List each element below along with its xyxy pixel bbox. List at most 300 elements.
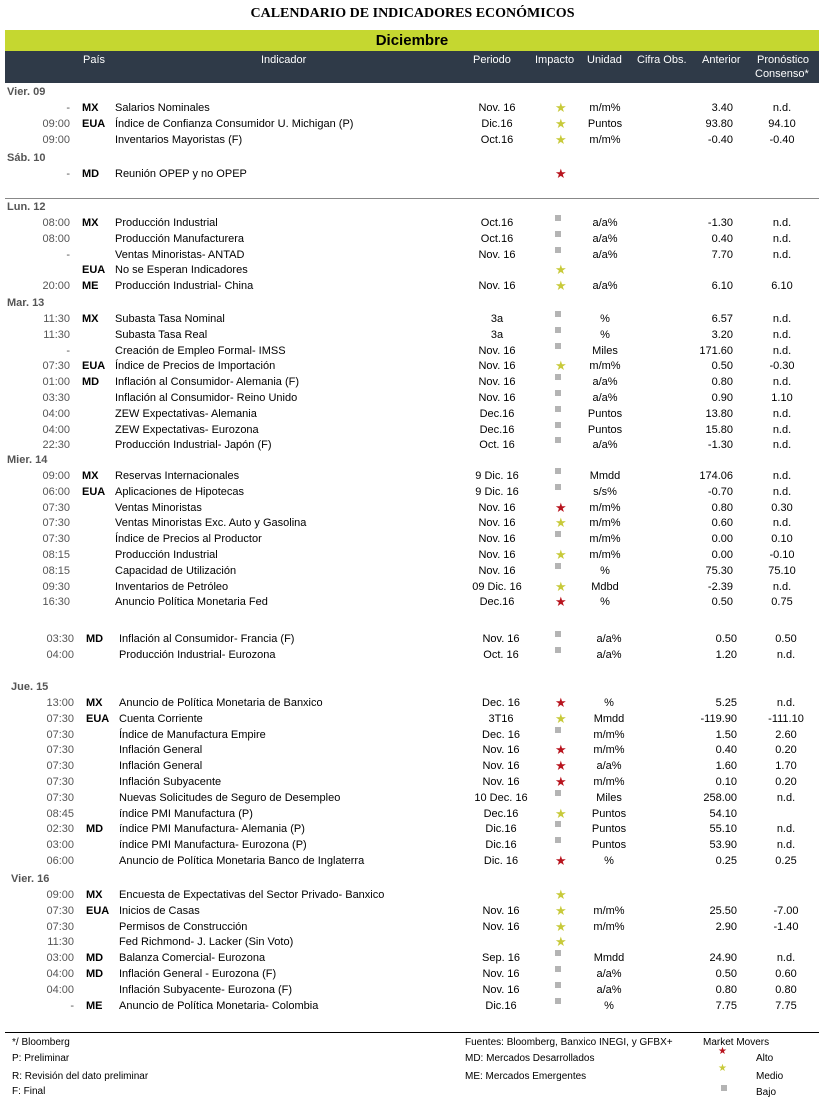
table-row: 07:30 Ventas Minoristas Exc. Auto y Gasolina Nov. 16 m/m% 0.60 n.d. ★ [0, 515, 825, 531]
table-row [0, 790, 825, 806]
previous-cell: 5.25 [715, 697, 737, 709]
forecast-cell: n.d. [772, 407, 792, 420]
time-cell: 04:00 [46, 968, 74, 980]
indicator-cell: Anuncio de Política Monetaria Banco de Inglaterra [119, 855, 365, 867]
time-cell: 08:45 [46, 807, 74, 820]
period-cell: Nov. 16 [482, 920, 520, 933]
forecast-cell: n.d. [776, 697, 796, 709]
unit-cell: Puntos [587, 117, 623, 130]
previous-cell: 25.50 [709, 904, 737, 917]
table-row [0, 247, 825, 263]
forecast-cell: n.d. [772, 344, 792, 357]
indicator-cell: Reunión OPEP y no OPEP [115, 168, 247, 180]
table-row: 06:00 Anuncio de Política Monetaria Banco de Inglaterra Dic. 16 % 0.25 0.25 ★ [0, 853, 825, 869]
indicator-cell: índice PMI Manufactura- Alemania (P) [119, 823, 305, 836]
legend-bajo-icon [721, 1083, 727, 1094]
unit-cell: Puntos [591, 807, 627, 820]
forecast-cell: -111.10 [768, 712, 804, 725]
forecast-cell: 0.20 [775, 744, 797, 757]
period-cell: Nov. 16 [478, 501, 516, 514]
table-row: 13:00 MX Anuncio de Política Monetaria de Banxico Dec. 16 % 5.25 n.d. ★ [0, 695, 825, 711]
period-cell: Dec. 16 [482, 728, 520, 741]
unit-cell: m/m% [593, 920, 625, 933]
period-cell: 09 Dic. 16 [472, 580, 522, 593]
unit-cell: a/a% [592, 232, 618, 245]
forecast-cell: n.d. [776, 823, 796, 836]
period-cell: Oct. 16 [483, 648, 519, 661]
previous-cell: 0.10 [715, 776, 737, 788]
header-pais: País [83, 54, 106, 66]
unit-cell: m/m% [589, 360, 621, 373]
indicator-cell: Fed Richmond- J. Lacker (Sin Voto) [119, 936, 294, 949]
previous-cell: 0.80 [711, 501, 733, 514]
period-cell: Oct. 16 [479, 439, 515, 452]
previous-cell: 0.60 [711, 517, 733, 530]
time-cell: 07:30 [42, 501, 70, 514]
period-cell: 3T16 [488, 712, 514, 725]
period-cell: Nov. 16 [478, 533, 516, 546]
unit-cell: a/a% [592, 217, 618, 229]
time-cell: 09:00 [42, 470, 70, 482]
forecast-cell: n.d. [772, 580, 792, 593]
unit-cell: Miles [592, 344, 618, 357]
indicator-cell: Inflación General [119, 760, 203, 773]
forecast-cell: 0.30 [771, 501, 793, 514]
day-label: Vier. 16 [11, 873, 50, 885]
time-cell: 13:00 [46, 697, 74, 709]
indicator-cell: Inflación al Consumidor- Francia (F) [119, 633, 295, 645]
indicator-cell: Producción Industrial [115, 217, 218, 229]
country-cell: ME [86, 999, 103, 1012]
previous-cell: 258.00 [703, 791, 737, 804]
period-cell: Oct.16 [480, 232, 514, 245]
period-cell: Dec.16 [479, 596, 515, 609]
forecast-cell: n.d. [772, 248, 792, 261]
table-row: 09:00 EUA Índice de Confianza Consumidor U. Michigan (P) Dic.16 Puntos 93.80 94.10 ★ [0, 116, 825, 132]
period-cell: Nov. 16 [478, 376, 516, 389]
unit-cell: m/m% [589, 133, 621, 146]
previous-cell: 0.50 [715, 968, 737, 980]
previous-cell: 7.75 [715, 999, 737, 1012]
time-cell: 08:00 [42, 217, 70, 229]
table-row [0, 998, 825, 1014]
previous-cell: 75.30 [705, 564, 733, 577]
legend-bajo-label: Bajo [756, 1087, 777, 1098]
time-cell: 04:00 [42, 407, 70, 420]
unit-cell: a/a% [596, 648, 622, 661]
indicator-cell: Subasta Tasa Real [115, 328, 208, 341]
unit-cell: a/a% [596, 760, 622, 773]
md-definition: MD: Mercados Desarrollados [465, 1053, 595, 1064]
forecast-cell: n.d. [776, 839, 796, 852]
table-row: 07:30 Permisos de Construcción Nov. 16 m/m% 2.90 -1.40 ★ [0, 919, 825, 935]
forecast-cell: n.d. [772, 328, 792, 341]
table-row [0, 821, 825, 837]
time-cell: 20:00 [42, 280, 70, 293]
unit-cell: a/a% [592, 392, 618, 404]
table-row: - MX Salarios Nominales Nov. 16 m/m% 3.40 n.d. ★ [0, 100, 825, 116]
previous-cell: 1.20 [715, 648, 737, 661]
time-cell: 02:30 [46, 823, 74, 836]
period-cell: Oct.16 [480, 217, 514, 229]
previous-cell: 0.00 [711, 549, 733, 561]
period-cell: Nov. 16 [478, 102, 516, 114]
time-cell: 08:15 [42, 549, 70, 561]
unit-cell: % [600, 328, 610, 341]
forecast-cell: n.d. [772, 517, 792, 530]
table-row: 07:30 EUA Cuenta Corriente 3T16 Mmdd -119.90 -111.10 ★ [0, 711, 825, 727]
previous-cell: -0.40 [707, 133, 733, 146]
table-row [0, 327, 825, 343]
time-cell: 11:30 [43, 328, 70, 341]
previous-cell: 6.57 [711, 313, 733, 325]
unit-cell: % [600, 596, 610, 609]
table-row: - MD Reunión OPEP y no OPEP ★ [0, 166, 825, 182]
period-cell: Dec.16 [479, 407, 515, 420]
country-cell: MD [82, 168, 100, 180]
forecast-cell: -0.40 [769, 133, 795, 146]
unit-cell: a/a% [596, 983, 622, 996]
note-final: F: Final [12, 1086, 46, 1097]
time-cell: 07:30 [42, 517, 70, 530]
period-cell: Nov. 16 [482, 633, 520, 645]
time-cell: 07:30 [46, 728, 74, 741]
table-row [0, 343, 825, 359]
forecast-cell: 0.10 [771, 533, 793, 546]
indicator-cell: Inflación General - Eurozona (F) [119, 968, 277, 980]
period-cell: Dic.16 [485, 999, 517, 1012]
unit-cell: m/m% [589, 533, 621, 546]
unit-cell: Puntos [591, 839, 627, 852]
forecast-cell: 0.20 [775, 776, 797, 788]
country-cell: MX [86, 697, 103, 709]
table-row [0, 422, 825, 438]
forecast-cell: n.d. [772, 470, 792, 482]
period-cell: Nov. 16 [478, 392, 516, 404]
unit-cell: m/m% [589, 517, 621, 530]
previous-cell: 55.10 [709, 823, 737, 836]
forecast-cell: n.d. [772, 485, 792, 498]
table-row: 09:00 MX Encuesta de Expectativas del Sector Privado- Banxico ★ [0, 887, 825, 903]
time-cell: 07:30 [46, 904, 74, 917]
period-cell: Nov. 16 [482, 968, 520, 980]
unit-cell: m/m% [593, 776, 625, 788]
unit-cell: Puntos [591, 823, 627, 836]
table-row: 07:30 Inflación Subyacente Nov. 16 m/m% 0.10 0.20 ★ [0, 774, 825, 790]
header-cifra: Cifra Obs. [637, 54, 687, 66]
previous-cell: 24.90 [709, 952, 737, 965]
previous-cell: 174.06 [699, 470, 733, 482]
previous-cell: 0.90 [711, 392, 733, 404]
legend-medio-icon: ★ [718, 1063, 727, 1074]
sources-text: Fuentes: Bloomberg, Banxico INEGI, y GFBX+ [465, 1037, 673, 1048]
previous-cell: 0.40 [711, 232, 733, 245]
forecast-cell: -0.30 [769, 360, 795, 373]
previous-cell: 7.70 [711, 248, 733, 261]
country-cell: EUA [82, 264, 106, 277]
previous-cell: 0.25 [715, 855, 737, 867]
table-row [0, 311, 825, 327]
forecast-cell: n.d. [776, 791, 796, 804]
indicator-cell: Inflación al Consumidor- Reino Unido [115, 392, 298, 404]
unit-cell: Mmdd [593, 712, 625, 725]
indicator-cell: índice PMI Manufactura- Eurozona (P) [119, 839, 307, 852]
unit-cell: a/a% [592, 248, 618, 261]
previous-cell: 15.80 [705, 423, 733, 436]
table-row: 16:30 Anuncio Política Monetaria Fed Dec.16 % 0.50 0.75 ★ [0, 594, 825, 610]
forecast-cell: n.d. [776, 648, 796, 661]
unit-cell: a/a% [596, 968, 622, 980]
forecast-cell: 2.60 [775, 728, 797, 741]
previous-cell: -2.39 [707, 580, 733, 593]
table-row [0, 437, 825, 453]
country-cell: EUA [86, 904, 110, 917]
period-cell: Dic.16 [485, 823, 517, 836]
table-row [0, 966, 825, 982]
unit-cell: Mmdd [589, 470, 621, 482]
period-cell: Dec. 16 [482, 697, 520, 709]
indicator-cell: Índice de Precios al Productor [115, 533, 262, 546]
forecast-cell: -0.10 [769, 549, 795, 561]
day-label: Sáb. 10 [7, 152, 46, 164]
country-cell: MX [86, 889, 103, 901]
legend-alto-icon: ★ [718, 1046, 727, 1057]
indicator-cell: Permisos de Construcción [119, 920, 248, 933]
time-cell: 03:00 [46, 952, 74, 965]
unit-cell: m/m% [593, 728, 625, 741]
indicator-cell: Producción Manufacturera [115, 232, 245, 245]
header-anterior: Anterior [702, 54, 741, 66]
header-periodo: Periodo [473, 54, 511, 66]
note-bloomberg: */ Bloomberg [12, 1037, 70, 1048]
time-cell: 03:30 [46, 633, 74, 645]
period-cell: Nov. 16 [482, 904, 520, 917]
indicator-cell: Índice de Confianza Consumidor U. Michigan (P) [115, 117, 354, 130]
indicator-cell: Cuenta Corriente [119, 712, 203, 725]
table-row [0, 215, 825, 231]
unit-cell: % [604, 999, 614, 1012]
table-row: 07:30 Inflación General Nov. 16 a/a% 1.60 1.70 ★ [0, 758, 825, 774]
country-cell: MX [82, 217, 99, 229]
table-row: 07:30 EUA Índice de Precios de Importación Nov. 16 m/m% 0.50 -0.30 ★ [0, 358, 825, 374]
country-cell: MX [82, 313, 99, 325]
country-cell: MD [86, 952, 104, 965]
legend-alto-label: Alto [756, 1053, 774, 1064]
indicator-cell: Índice de Precios de Importación [115, 360, 276, 373]
time-cell: 09:30 [42, 580, 70, 593]
period-cell: Nov. 16 [482, 760, 520, 773]
time-cell: 09:00 [42, 117, 70, 130]
time-cell: 07:30 [46, 920, 74, 933]
country-cell: EUA [86, 712, 110, 725]
unit-cell: % [604, 697, 614, 709]
unit-cell: a/a% [592, 376, 618, 389]
previous-cell: 3.40 [711, 102, 733, 114]
indicator-cell: Producción Industrial- Eurozona [119, 648, 276, 661]
unit-cell: m/m% [589, 501, 621, 514]
indicator-cell: Inflación al Consumidor- Alemania (F) [115, 376, 300, 389]
table-row [0, 374, 825, 390]
previous-cell: 0.80 [715, 983, 737, 996]
forecast-cell: n.d. [772, 376, 792, 389]
indicator-cell: Inflación Subyacente- Eurozona (F) [119, 983, 293, 996]
day-label: Jue. 15 [11, 681, 49, 693]
time-cell: 22:30 [42, 439, 70, 452]
day-label: Vier. 09 [7, 86, 46, 98]
forecast-cell: -1.40 [773, 920, 799, 933]
table-row: EUA No se Esperan Indicadores ★ [82, 262, 567, 278]
forecast-cell: 6.10 [771, 280, 793, 293]
footer-divider [5, 1032, 819, 1033]
time-cell: 07:30 [46, 791, 74, 804]
previous-cell: 3.20 [711, 328, 733, 341]
previous-cell: 171.60 [699, 344, 733, 357]
time-cell: 08:15 [42, 564, 70, 577]
indicator-cell: No se Esperan Indicadores [115, 264, 248, 277]
time-cell: - [66, 248, 70, 261]
forecast-cell: 1.10 [771, 392, 793, 404]
indicator-cell: Índice de Manufactura Empire [119, 728, 266, 741]
previous-cell: 53.90 [709, 839, 737, 852]
previous-cell: 13.80 [705, 407, 733, 420]
table-row [0, 950, 825, 966]
forecast-cell: n.d. [772, 217, 792, 229]
previous-cell: 2.90 [715, 920, 737, 933]
indicator-cell: ZEW Expectativas- Eurozona [115, 423, 259, 436]
forecast-cell: 0.75 [771, 596, 793, 609]
previous-cell: 1.50 [715, 728, 737, 741]
period-cell: 3a [490, 328, 504, 341]
table-row [0, 982, 825, 998]
header-impacto: Impacto [535, 54, 575, 66]
indicator-cell: Ventas Minoristas Exc. Auto y Gasolina [115, 517, 307, 530]
period-cell: Nov. 16 [478, 248, 516, 261]
table-row: 09:30 Inventarios de Petróleo 09 Dic. 16 Mdbd -2.39 n.d. ★ [0, 579, 825, 595]
day-label: Mier. 14 [7, 454, 48, 466]
period-cell: Oct.16 [480, 133, 514, 146]
time-cell: 16:30 [42, 596, 70, 609]
period-cell: Nov. 16 [478, 517, 516, 530]
forecast-cell: 0.25 [775, 855, 797, 867]
forecast-cell: 7.75 [775, 999, 797, 1012]
forecast-cell: 0.60 [775, 968, 797, 980]
indicator-cell: Anuncio de Política Monetaria de Banxico [119, 697, 323, 709]
header-consenso: Consenso* [755, 68, 809, 80]
forecast-cell: n.d. [772, 439, 792, 452]
period-cell: Dic.16 [485, 839, 517, 852]
previous-cell: 0.50 [715, 633, 737, 645]
indicator-cell: Subasta Tasa Nominal [115, 313, 225, 325]
period-cell: Dec.16 [483, 807, 519, 820]
table-row: 07:30 Inflación General Nov. 16 m/m% 0.40 0.20 ★ [0, 742, 825, 758]
period-cell: Dic.16 [481, 117, 513, 130]
section-divider [5, 198, 819, 199]
unit-cell: % [604, 855, 614, 867]
table-row [0, 563, 825, 579]
indicator-cell: Inflación General [119, 744, 203, 757]
table-row [0, 631, 825, 647]
time-cell: 09:00 [42, 133, 70, 146]
unit-cell: m/m% [589, 549, 621, 561]
time-cell: 07:30 [42, 533, 70, 546]
indicator-cell: Capacidad de Utilización [115, 564, 237, 577]
forecast-cell: n.d. [772, 313, 792, 325]
time-cell: 07:30 [46, 776, 74, 788]
time-cell: - [66, 102, 70, 114]
forecast-cell: -7.00 [773, 904, 799, 917]
forecast-cell: 0.80 [775, 983, 797, 996]
indicator-cell: Anuncio de Política Monetaria- Colombia [119, 999, 319, 1012]
unit-cell: a/a% [592, 439, 618, 452]
table-row [0, 727, 825, 743]
unit-cell: m/m% [589, 102, 621, 114]
table-row [0, 468, 825, 484]
unit-cell: Puntos [587, 407, 623, 420]
country-cell: EUA [82, 485, 106, 498]
unit-cell: % [600, 313, 610, 325]
legend-medio-label: Medio [756, 1071, 784, 1082]
time-cell: - [70, 999, 74, 1012]
time-cell: 06:00 [46, 855, 74, 867]
table-row [0, 531, 825, 547]
indicator-cell: índice PMI Manufactura (P) [119, 807, 253, 820]
table-row: 09:00 Inventarios Mayoristas (F) Oct.16 m/m% -0.40 -0.40 ★ [0, 132, 825, 148]
period-cell: 10 Dec. 16 [474, 791, 528, 804]
unit-cell: a/a% [592, 280, 618, 293]
time-cell: - [66, 344, 70, 357]
previous-cell: 1.60 [715, 760, 737, 773]
period-cell: Nov. 16 [478, 280, 516, 293]
time-cell: 07:30 [46, 712, 74, 725]
period-cell: Nov. 16 [478, 360, 516, 373]
period-cell: Nov. 16 [478, 344, 516, 357]
previous-cell: 54.10 [709, 807, 737, 820]
indicator-cell: Producción Industrial- Japón (F) [115, 439, 272, 452]
period-cell: Nov. 16 [482, 983, 520, 996]
previous-cell: 0.50 [711, 596, 733, 609]
indicator-cell: Nuevas Solicitudes de Seguro de Desempleo [119, 791, 341, 804]
header-unidad: Unidad [587, 54, 622, 66]
indicator-cell: Reservas Internacionales [115, 470, 240, 482]
legend-title: Market Movers [703, 1037, 770, 1048]
forecast-cell: n.d. [776, 952, 796, 965]
forecast-cell: 1.70 [775, 760, 797, 773]
previous-cell: 0.40 [715, 744, 737, 757]
header-pronostico: Pronóstico [757, 54, 809, 66]
table-row [0, 647, 825, 663]
table-row: 08:45 índice PMI Manufactura (P) Dec.16 Puntos 54.10 ★ [0, 806, 825, 822]
time-cell: 06:00 [42, 485, 70, 498]
unit-cell: s/s% [593, 485, 617, 498]
time-cell: 04:00 [42, 423, 70, 436]
period-cell: Dec.16 [479, 423, 515, 436]
table-row [0, 231, 825, 247]
country-cell: MX [82, 470, 99, 482]
country-cell: EUA [82, 360, 106, 373]
unit-cell: % [600, 564, 610, 577]
forecast-cell: 94.10 [768, 117, 796, 130]
period-cell: Nov. 16 [482, 744, 520, 757]
previous-cell: 0.50 [711, 360, 733, 373]
time-cell: 07:30 [46, 744, 74, 757]
indicator-cell: Ventas Minoristas- ANTAD [115, 248, 245, 261]
unit-cell: a/a% [596, 633, 622, 645]
table-row: 08:15 Producción Industrial Nov. 16 m/m% 0.00 -0.10 ★ [0, 547, 825, 563]
time-cell: 08:00 [42, 232, 70, 245]
period-cell: 9 Dic. 16 [475, 485, 519, 498]
time-cell: 07:30 [42, 360, 70, 373]
table-row: 20:00 ME Producción Industrial- China Nov. 16 a/a% 6.10 6.10 ★ [0, 278, 825, 294]
